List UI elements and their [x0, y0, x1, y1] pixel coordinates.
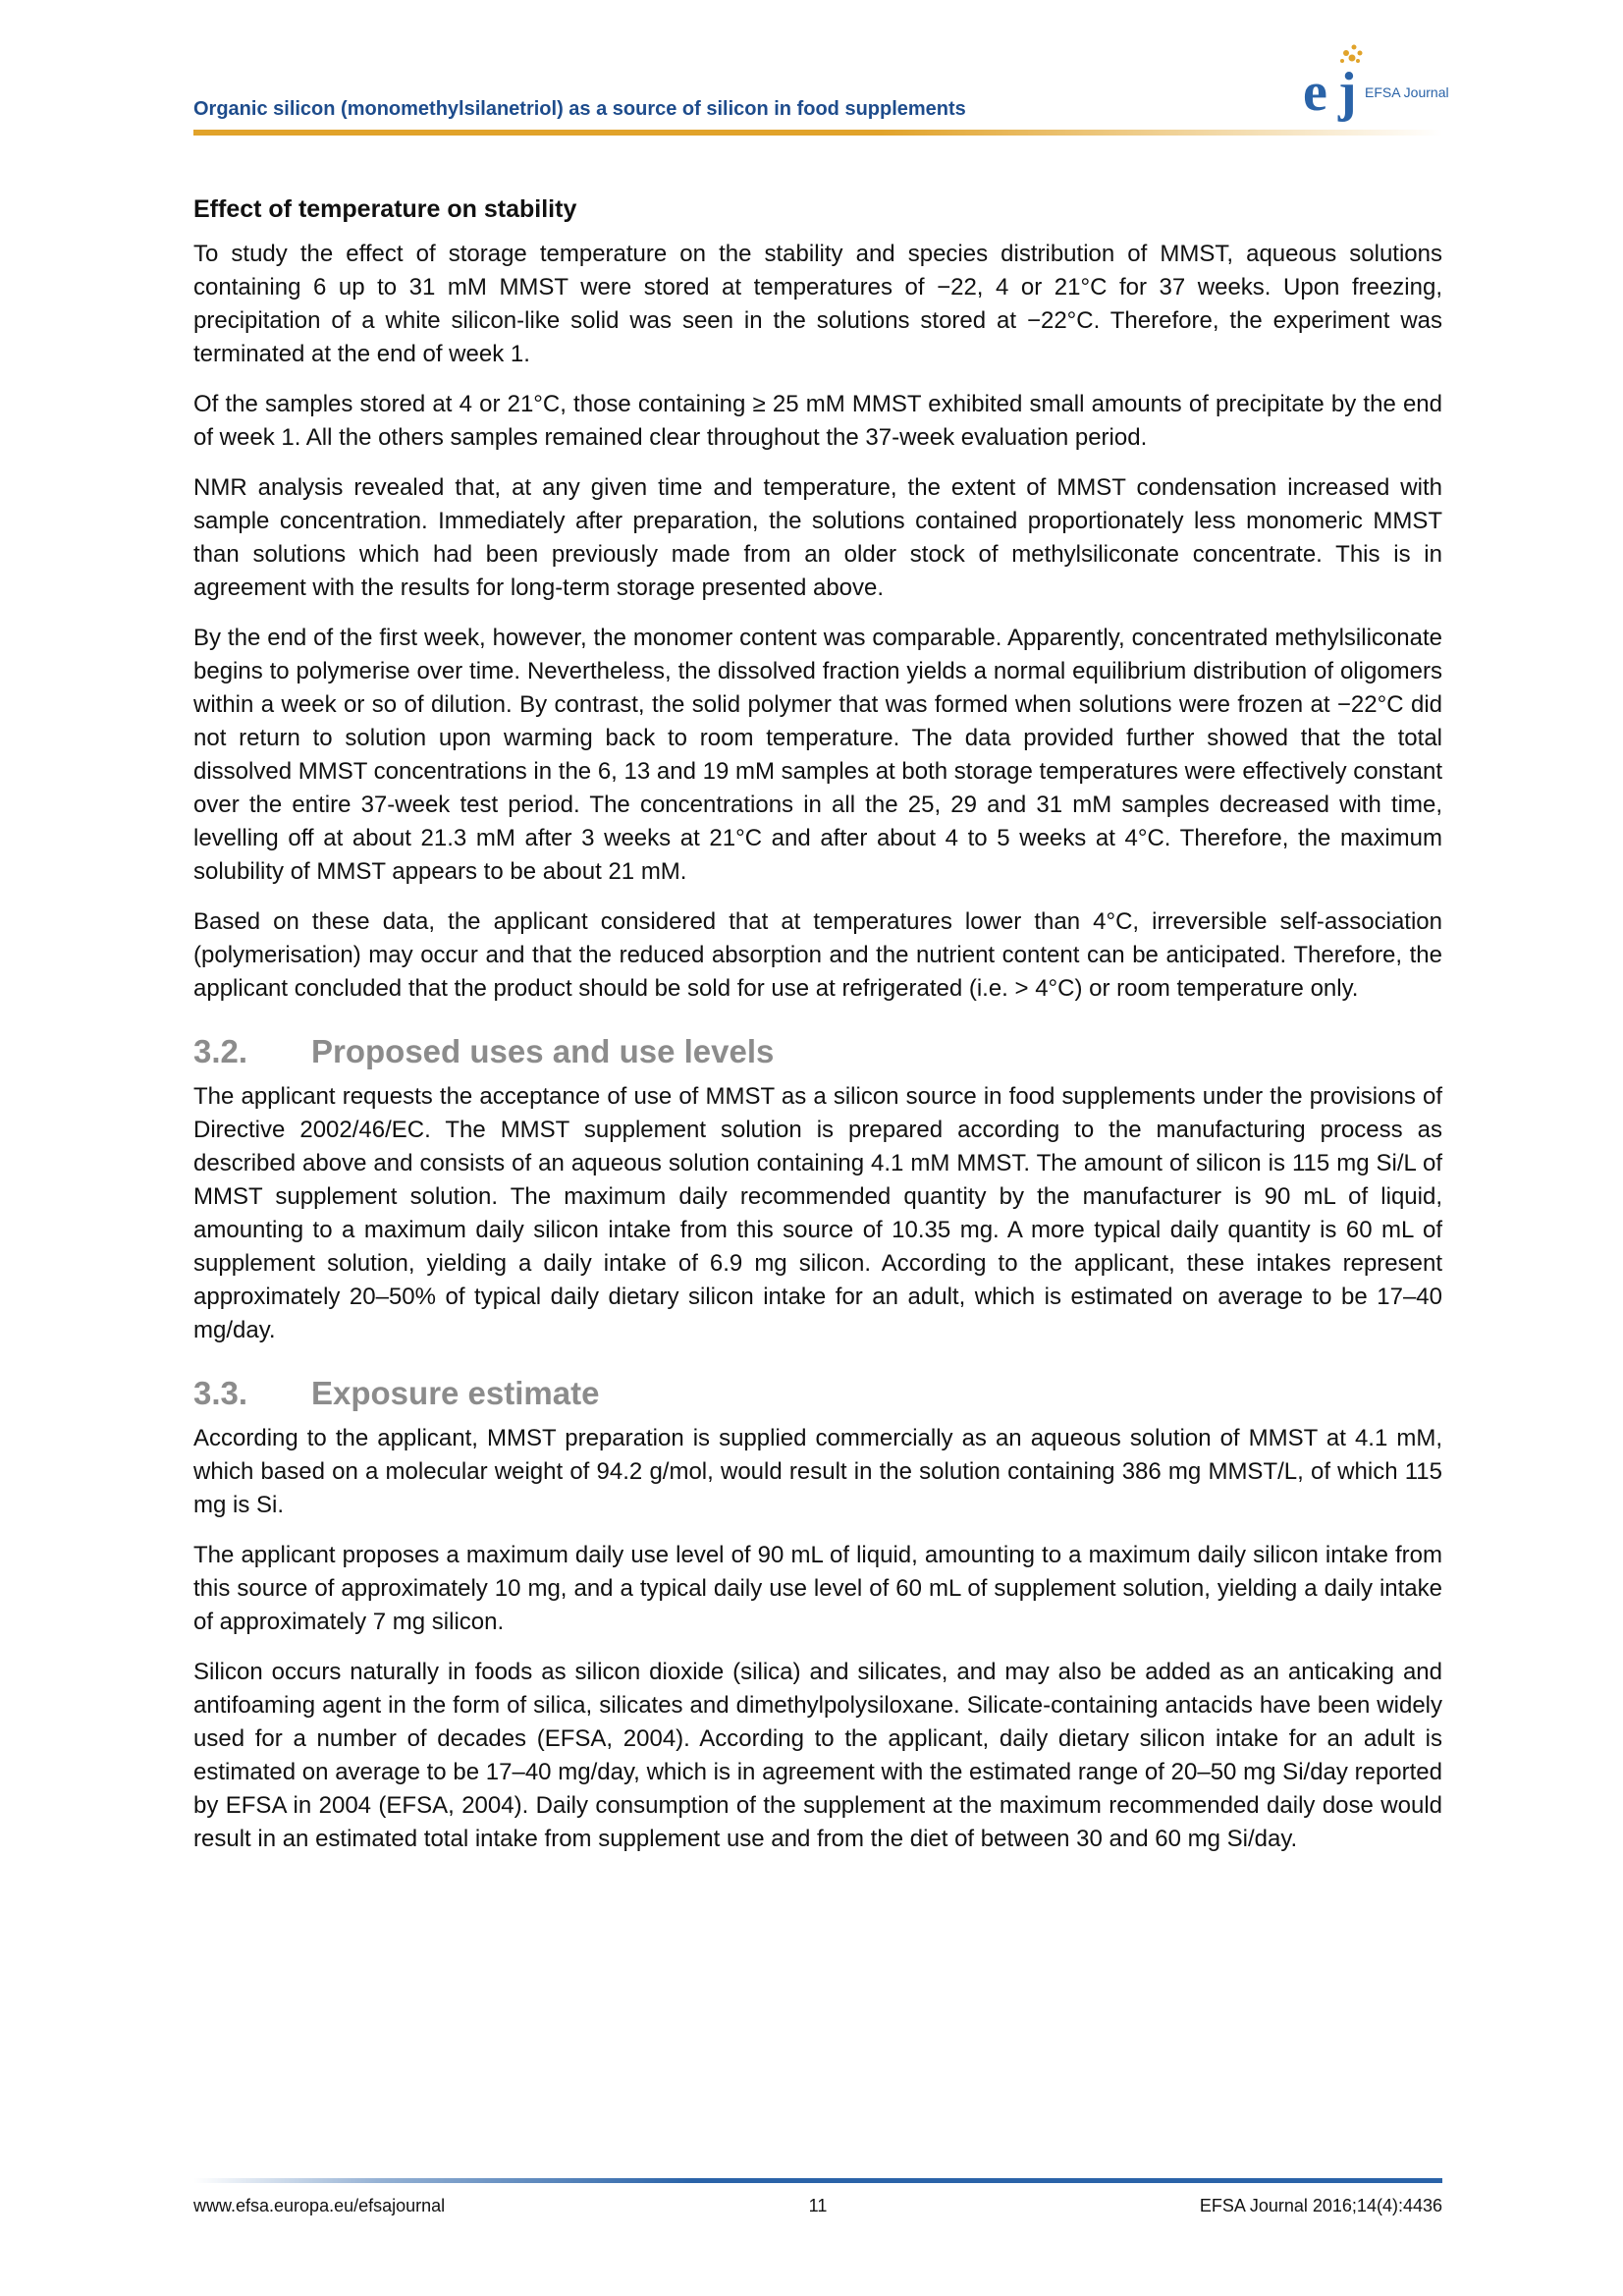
footer-citation: EFSA Journal 2016;14(4):4436 [1199, 2196, 1442, 2215]
paragraph: Silicon occurs naturally in foods as silicon dioxide (silica) and silicates, and may also be added as an anticaking and antifoaming agent in the form of silica, silicates and dimethylpolysiloxane. Silicate-containing antacids have been widely used for a number of decades (EFSA, 2004). According to the applicant, daily dietary silicon intake for an adult is estimated on average to be 17–40 mg/day, which is in agreement with the estimated range of 20–50 mg Si/day reported by EFSA in 2004 (EFSA, 2004). Daily consumption of the supplement at the maximum recommended daily dose would result in an estimated total intake from supplement use and from the diet of between 30 and 60 mg Si/day. [193, 1659, 1442, 1852]
paragraph: By the end of the first week, however, the monomer content was comparable. Apparently, concentrated methylsiliconate begins to polymerise over time. Nevertheless, the dissolved fraction yields a normal equilibrium distribution of oligomers within a week or so of dilution. By contrast, the solid polymer that was formed when solutions were frozen at −22°C did not return to solution upon warming back to room temperature. The data provided further showed that the total dissolved MMST concentrations in the 6, 13 and 19 mM samples at both storage temperatures were effectively constant over the entire 37-week test period. The concentrations in all the 25, 29 and 31 mM samples decreased with time, levelling off at about 21.3 mM after 3 weeks at 21°C and after about 4 to 5 weeks at 4°C. Therefore, the maximum solubility of MMST appears to be about 21 mM. [193, 625, 1442, 885]
section-heading-3-2 [193, 1033, 1442, 1070]
paragraph: According to the applicant, MMST preparation is supplied commercially as an aqueous solution of MMST at 4.1 mM, which based on a molecular weight of 94.2 g/mol, would result in the solution containing 386 mg MMST/L, of which 115 mg is Si. [193, 1425, 1442, 1518]
paragraph: The applicant requests the acceptance of use of MMST as a silicon source in food supplements under the provisions of Directive 2002/46/EC. The MMST supplement solution is prepared according to the manufacturing process as described above and consists of an aqueous solution containing 4.1 mM MMST. The amount of silicon is 115 mg Si/L of MMST supplement solution. The maximum daily recommended quantity by the manufacturer is 90 mL of liquid, amounting to a maximum daily silicon intake from this source of 10.35 mg. A more typical daily quantity is 60 mL of supplement solution, yielding a daily intake of 6.9 mg silicon. According to the applicant, these intakes represent approximately 20–50% of typical daily dietary silicon intake for an adult, which is estimated on average to be 17–40 mg/day. [193, 1083, 1442, 1343]
main-content [193, 192, 1442, 1873]
paragraph: Based on these data, the applicant considered that at temperatures lower than 4°C, irreversible self-association (polymerisation) may occur and that the reduced absorption and the nutrient content can be anticipated. Therefore, the applicant concluded that the product should be sold for use at refrigerated (i.e. > 4°C) or room temperature only. [193, 908, 1442, 1002]
svg-text:j: j [1338, 62, 1357, 123]
subsection-heading: Effect of temperature on stability [193, 195, 577, 223]
page-footer [193, 2178, 1442, 2217]
section-heading-3-3 [193, 1375, 1442, 1412]
section-number: 3.3. [193, 1375, 248, 1411]
paragraph: Of the samples stored at 4 or 21°C, those containing ≥ 25 mM MMST exhibited small amounts of precipitate by the end of week 1. All the others samples remained clear throughout the 37-week evaluation period. [193, 391, 1442, 451]
section-number: 3.2. [193, 1033, 248, 1069]
ej-logo-icon [1295, 39, 1452, 128]
page-number: 11 [808, 2196, 828, 2215]
paragraph: The applicant proposes a maximum daily use level of 90 mL of liquid, amounting to a maximum daily silicon intake from this source of approximately 10 mg, and a typical daily use level of 60 mL of supplement solution, yielding a daily intake of approximately 7 mg silicon. [193, 1542, 1442, 1635]
svg-text:e: e [1303, 62, 1327, 123]
paragraph: To study the effect of storage temperature on the stability and species distribution of MMST, aqueous solutions containing 6 up to 31 mM MMST were stored at temperatures of −22, 4 or 21°C for 37 weeks. Upon freezing, precipitation of a white silicon-like solid was seen in the solutions stored at −22°C. Therefore, the experiment was terminated at the end of week 1. [193, 241, 1442, 367]
running-title: Organic silicon (monomethylsilanetriol) as a source of silicon in food supplements [193, 98, 966, 120]
section-title: Proposed uses and use levels [311, 1033, 775, 1069]
paragraph: NMR analysis revealed that, at any given time and temperature, the extent of MMST condensation increased with sample concentration. Immediately after preparation, the solutions contained proportionately less monomeric MMST than solutions which had been previously made from an older stock of methylsiliconate concentrate. This is in agreement with the results for long-term storage presented above. [193, 474, 1442, 601]
journal-logo-text: EFSA Journal [1365, 84, 1449, 100]
header-rule [193, 130, 1442, 136]
section-title: Exposure estimate [311, 1375, 600, 1411]
footer-rule [193, 2178, 1442, 2183]
page-header [193, 39, 1449, 141]
footer-url[interactable]: www.efsa.europa.eu/efsajournal [193, 2196, 446, 2215]
